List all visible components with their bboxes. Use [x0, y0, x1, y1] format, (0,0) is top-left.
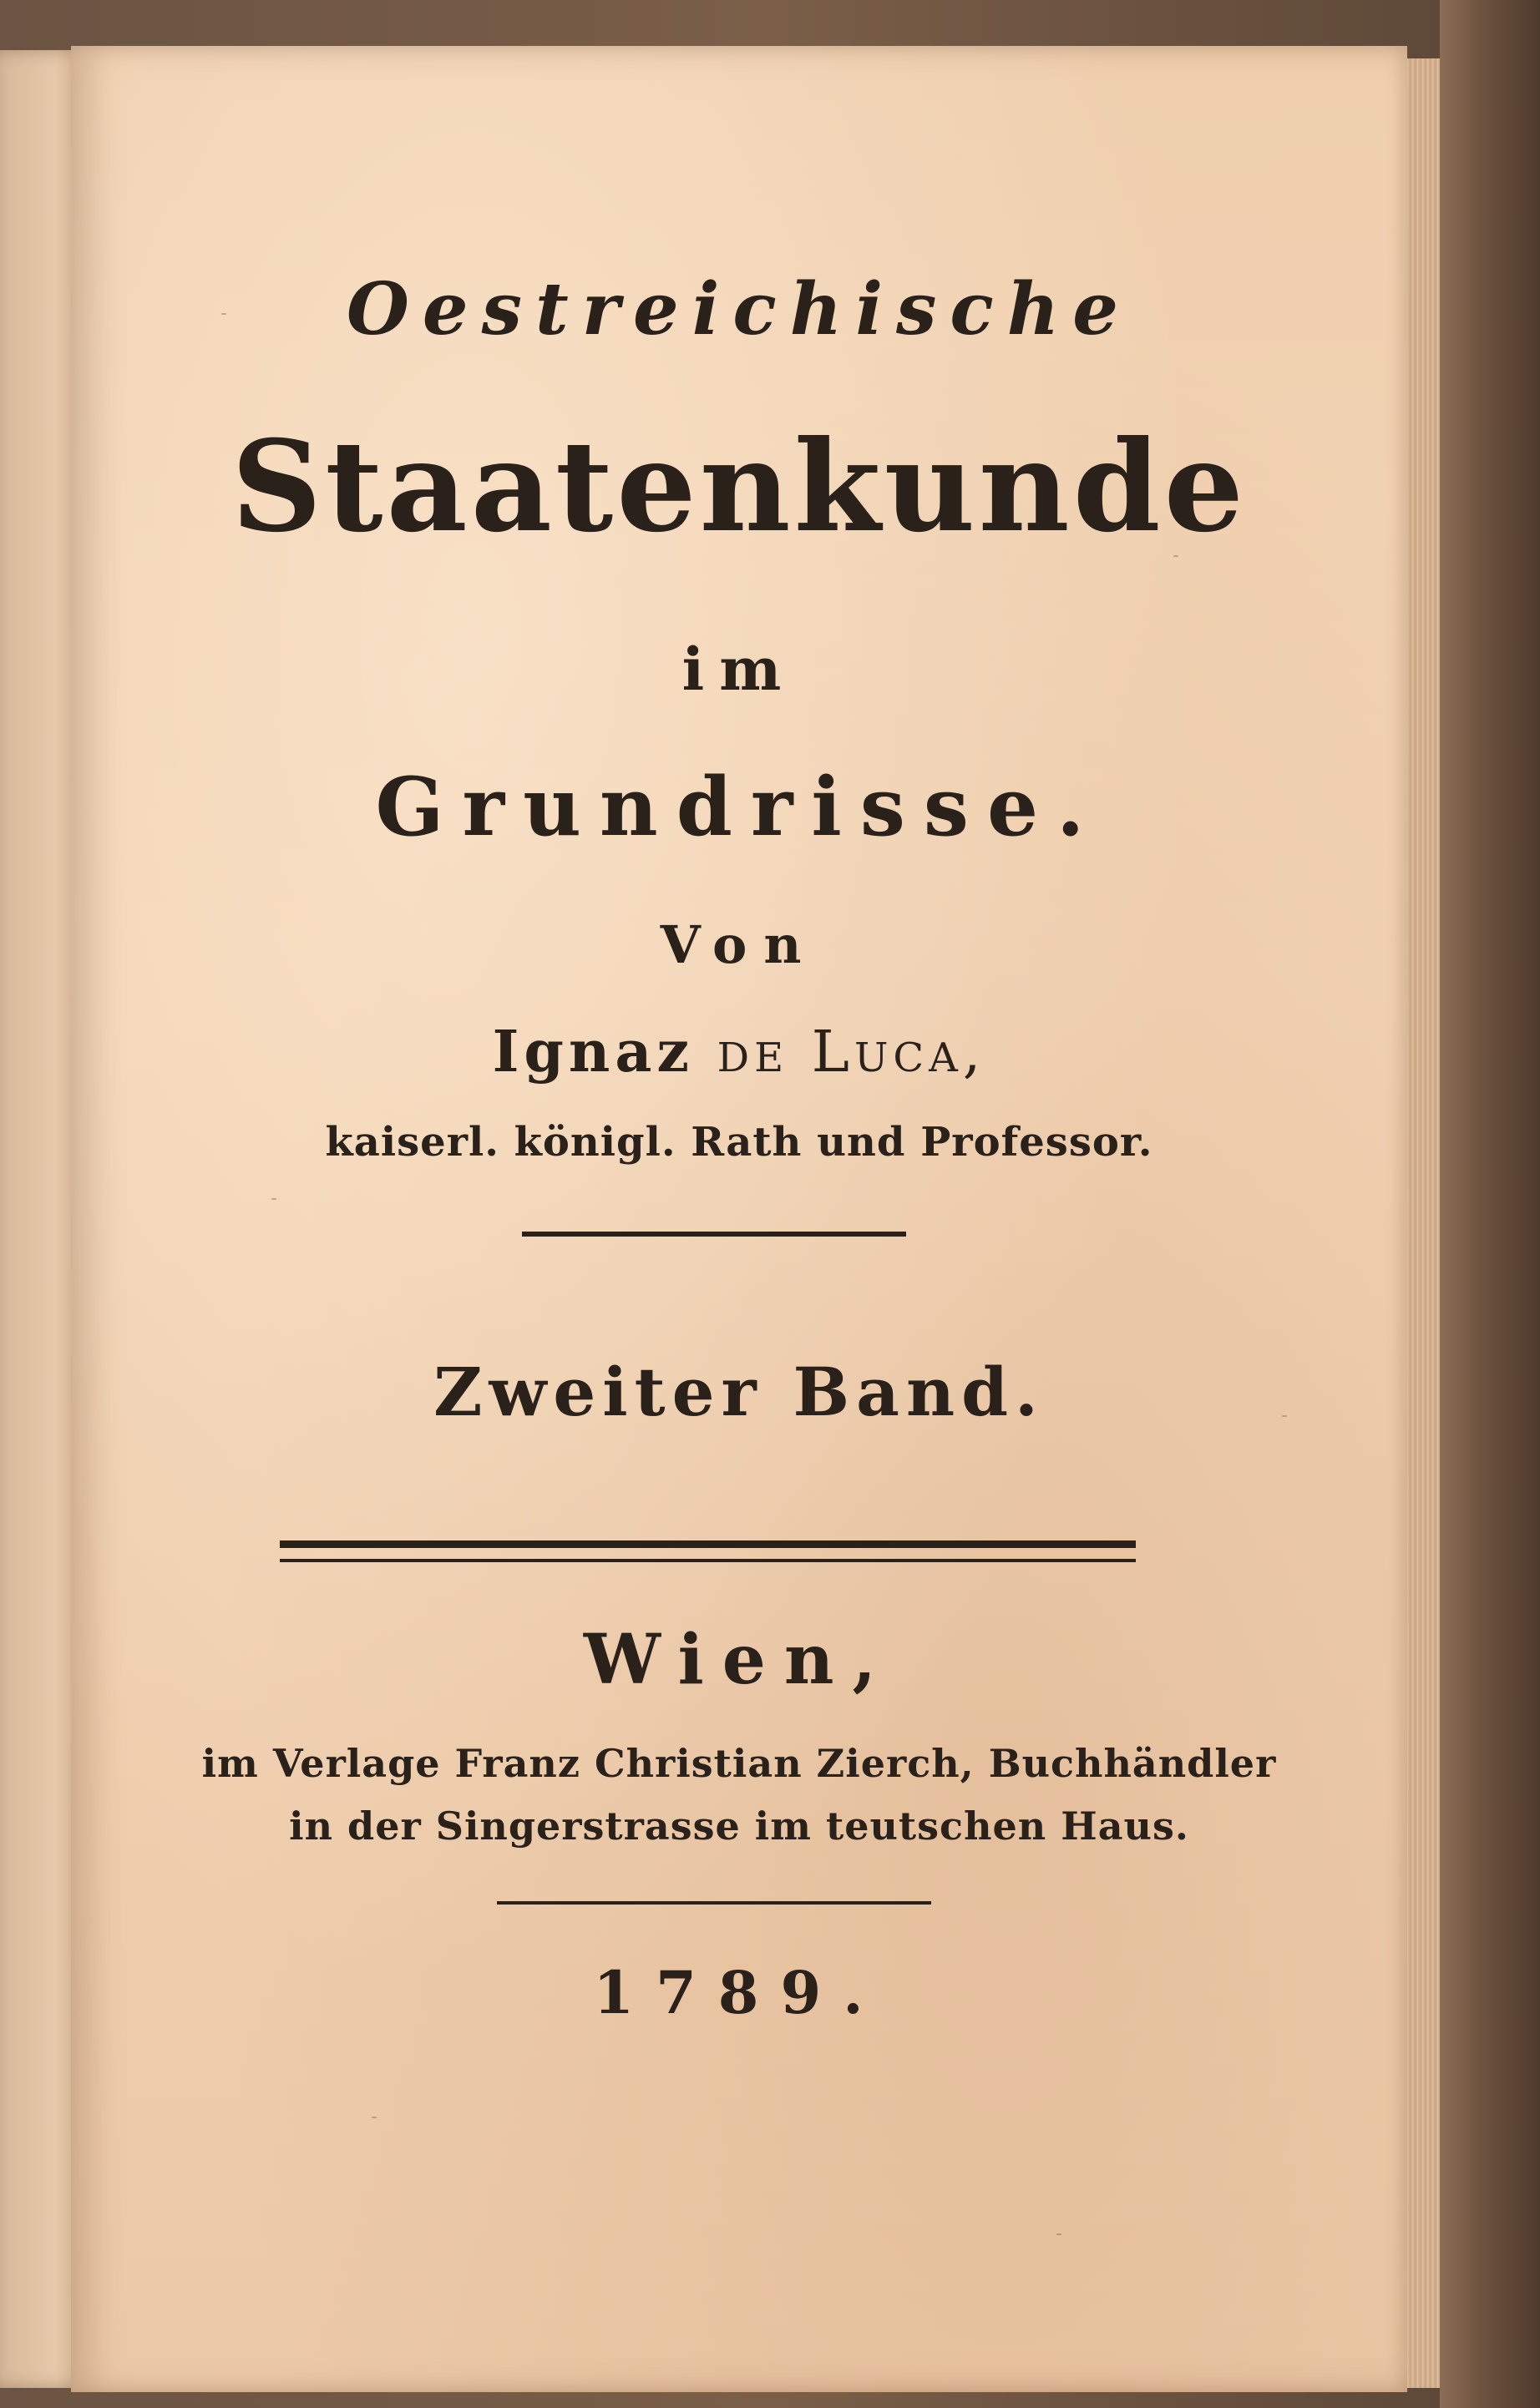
title-line-3: im: [681, 635, 797, 704]
paper-fleck: [372, 2117, 377, 2118]
divider-rule-short: [497, 1901, 931, 1905]
author-name: [71, 1019, 1407, 1085]
double-rule-thin: [280, 1559, 1136, 1562]
imprint-year: 1789.: [593, 1958, 885, 2027]
imprint-place: Wien,: [583, 1620, 895, 1700]
divider-rule: [522, 1232, 906, 1237]
double-rule-thick: [280, 1540, 1136, 1548]
paper-fleck: [1173, 555, 1178, 557]
title-page: [71, 46, 1407, 2392]
book-cover-edge: [1440, 0, 1540, 2408]
title-line-1: Oestreichische: [346, 267, 1132, 352]
publisher-line-1: im Verlage Franz Christian Zierch, Buchhändler: [201, 1741, 1277, 1786]
author-last-name: de Luca,: [717, 1019, 986, 1085]
author-title: kaiserl. königl. Rath und Professor.: [325, 1119, 1153, 1166]
paper-fleck: [1056, 2233, 1061, 2235]
volume-label: Zweiter Band.: [433, 1353, 1045, 1431]
author-first-name: Ignaz: [492, 1019, 695, 1085]
paper-fleck: [271, 1198, 276, 1200]
paper-fleck: [221, 313, 226, 315]
publisher-line-2: in der Singerstrasse im teutschen Haus.: [289, 1803, 1189, 1849]
by-line: Von: [660, 914, 818, 975]
title-line-2: Staatenkunde: [230, 413, 1248, 560]
title-line-4: Grundrisse.: [375, 760, 1103, 854]
paper-fleck: [1282, 1415, 1287, 1417]
